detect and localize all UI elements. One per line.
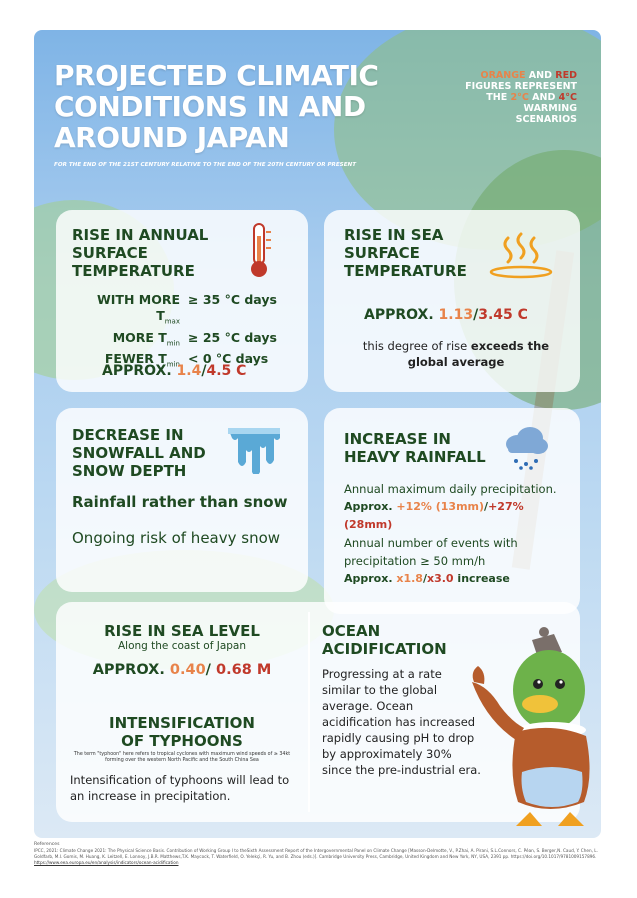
criteria-value: < 0 °C days <box>188 351 269 366</box>
card-title <box>56 714 308 750</box>
card-title-line: INCREASE IN <box>344 430 451 448</box>
page-title <box>54 60 424 153</box>
sea-temp-description <box>346 338 566 370</box>
card-title: RISE IN SEA LEVEL <box>104 622 260 640</box>
approx-label: APPROX. <box>102 363 172 379</box>
references-heading: References <box>34 842 60 847</box>
criteria-sub: min <box>166 360 180 369</box>
approx-label: Approx. <box>344 572 393 585</box>
value-4c: 3.45 C <box>478 307 528 323</box>
criteria-value: ≥ 35 °C days <box>188 292 277 307</box>
card-title <box>72 426 206 480</box>
approx-value: APPROX. 1.13/3.45 C <box>364 307 528 323</box>
sea-level-sub: Along the coast of Japan <box>117 640 247 652</box>
value-2c: +12% (13mm) <box>396 500 485 513</box>
typhoon-text: Intensification of typhoons will lead to an increase in precipitation. <box>70 773 290 803</box>
note-red: RED <box>555 70 577 81</box>
card-title-line: HEAVY RAINFALL <box>344 448 486 466</box>
value-2c: 0.40 <box>169 662 206 678</box>
note-text: THE <box>486 92 511 103</box>
card-title <box>72 226 208 280</box>
typhoon-footnote: The term "typhoon" here refers to tropical cyclones with maximum wind speeds of ≥ 34kt forming over the western North Pacific and the South China Sea <box>73 752 291 763</box>
value-4c: +27% (28mm) <box>344 500 524 531</box>
card-title-line: SURFACE <box>72 244 148 262</box>
card-title <box>344 226 467 280</box>
value-4c: 0.68 M <box>216 662 272 678</box>
title-line: PROJECTED CLIMATIC <box>54 59 379 92</box>
card-sea-surface-temperature <box>324 210 580 392</box>
card-snowfall <box>56 408 308 592</box>
divider <box>308 612 310 812</box>
card-title-line: SNOWFALL AND <box>72 444 206 462</box>
note-text: AND <box>528 92 559 103</box>
card-title-line: OCEAN <box>322 622 381 640</box>
reference-link[interactable]: https://www.eea.europa.eu/en/analysis/indicators/ocean-acidification <box>34 860 179 865</box>
value-4c: x3.0 <box>427 572 454 585</box>
value-2c: 1.13 <box>438 307 474 323</box>
rainfall-details: Annual maximum daily precipitation. Approx. +12% (13mm)/+27% (28mm) Annual number of events with precipitation ≥ 50 mm/h Approx. x1.8/x3.0 increase <box>344 480 574 588</box>
card-title-line: TEMPERATURE <box>344 262 467 280</box>
heat-waves-icon <box>488 230 558 280</box>
snowfall-line-2: Ongoing risk of heavy snow <box>72 529 281 547</box>
criteria-value: ≥ 25 °C days <box>188 329 277 345</box>
title-line: AROUND JAPAN <box>54 121 290 154</box>
rainfall-line: Annual number of events with precipitation ≥ 50 mm/h <box>344 536 518 568</box>
reference-item: IPCC, 2021: Climate Change 2021: The Physical Science Basis. Contribution of Working Group I to theSixth Assessment Report of the Intergovernmental Panel on Climate Change [Masson-Delmotte, V., P.Zhai, A. Pirani, S.L.Connors, C. Péan, S. Berger,N. Caud, Y. Chen, L. Goldfarb, M.I. Gomis, M. Huang, K. Leitzell, E. Lonnoy, J.B.R. Matthews,T.K. Maycock, T. Waterfield, O. Yelekçi, R. Yu, and B. Zhou (eds.)]. Cambridge University Press, Cambridge, United Kingdom and New York, NY, USA, 2391 pp. https://doi.org/10.1017/9781009157896. <box>34 848 598 859</box>
melting-snow-icon <box>224 422 284 474</box>
approx-value: APPROX. 1.4/4.5 C <box>102 363 247 379</box>
card-title-line: SNOW DEPTH <box>72 462 187 480</box>
rain-cloud-icon <box>500 424 550 470</box>
card-title-line: RISE IN SEA <box>344 226 444 244</box>
note-2c: 2°C <box>510 92 529 103</box>
card-title-line: DECREASE IN <box>72 426 184 444</box>
thermometer-icon <box>244 222 274 280</box>
card-title-line: OF TYPHOONS <box>121 732 243 750</box>
approx-value: APPROX. 0.40/ 0.68 M <box>92 662 272 678</box>
note-text: WARMING <box>523 103 577 114</box>
card-title-line: RISE IN ANNUAL <box>72 226 209 244</box>
note-4c: 4°C <box>558 92 577 103</box>
duck-mascot-illustration <box>434 622 594 832</box>
note-text: AND <box>525 70 556 81</box>
card-surface-temperature <box>56 210 308 392</box>
approx-suffix: increase <box>453 572 510 585</box>
approx-label: APPROX. <box>364 307 434 323</box>
note-text: FIGURES REPRESENT <box>465 81 577 92</box>
card-title-line: SURFACE <box>344 244 420 262</box>
card-title-line: INTENSIFICATION <box>109 714 255 732</box>
value-2c: 1.4 <box>176 363 202 379</box>
snowfall-line-1: Rainfall rather than snow <box>72 493 288 511</box>
note-orange: ORANGE <box>480 70 526 81</box>
scenario-note <box>457 70 577 125</box>
card-title-line: ACIDIFICATION <box>322 640 447 658</box>
card-title-line: TEMPERATURE <box>72 262 195 280</box>
criteria-label: MORE T <box>112 329 167 345</box>
rainfall-line: Annual maximum daily precipitation. <box>344 482 557 496</box>
temperature-criteria <box>70 292 300 373</box>
card-heavy-rainfall <box>324 408 580 614</box>
value-2c: x1.8 <box>396 572 423 585</box>
approx-label: Approx. <box>344 500 393 513</box>
desc-bold: exceeds the global average <box>407 339 550 369</box>
desc-text: this degree of rise <box>362 339 471 353</box>
title-line: CONDITIONS IN AND <box>54 90 366 123</box>
value-4c: 4.5 C <box>206 363 247 379</box>
criteria-label: WITH MORE T <box>96 292 180 323</box>
card-title <box>322 622 447 658</box>
criteria-sub: min <box>166 339 180 347</box>
card-title <box>344 430 486 466</box>
note-text: SCENARIOS <box>515 114 577 125</box>
page-subtitle: FOR THE END OF THE 21ST CENTURY RELATIVE TO THE END OF THE 20TH CENTURY OR PRESENT <box>54 162 357 168</box>
references <box>34 842 601 866</box>
ocean-acid-text: Progressing at a rate similar to the global average. Ocean acidification has increased rapidly causing pH to drop by approximately 30% since the pre-industrial era. <box>322 667 481 777</box>
poster <box>34 30 601 838</box>
approx-label: APPROX. <box>92 662 165 678</box>
criteria-sub: max <box>164 317 180 326</box>
criteria-label: FEWER T <box>104 351 167 366</box>
